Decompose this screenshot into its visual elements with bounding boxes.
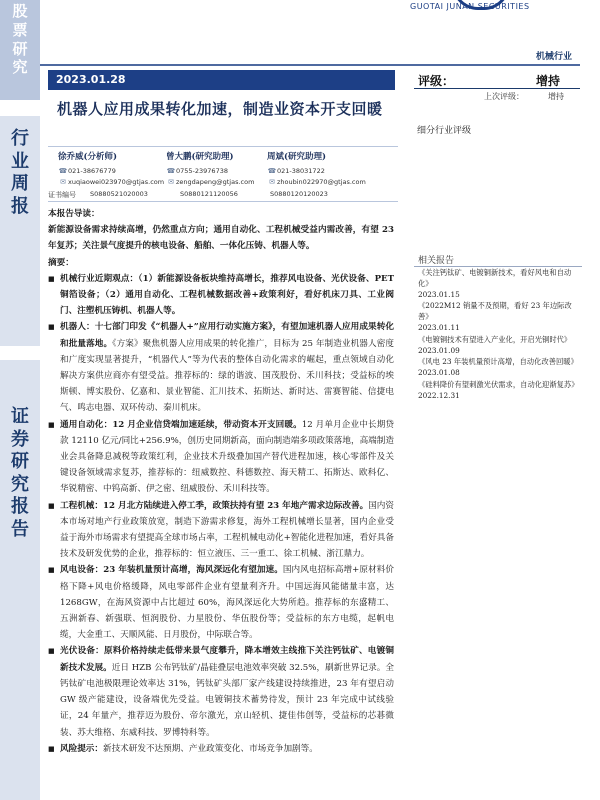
related-report-item[interactable] (418, 301, 582, 333)
analyst-phone: 0755-23976738 (176, 167, 228, 175)
analyst-name: 徐乔威(分析师) (58, 152, 118, 162)
item-text: 12 月单月企业中长期贷款 12110 亿元/同比+256.9%，创历史同期新高，面向制造端多项政策落地，高端制造业会具备降息减税等政策红利，企业技术升级叠加国产替代进程加速，核心零部件及关键设备领域需求复苏，推荐标的：纽威数控、科德数控、海天精工、拓斯达、欧科亿、华锐精密、中钨高新、伊之密、纽威股份、禾川科技等。 (60, 419, 395, 495)
analyst-email[interactable]: zhoubin022970@gtjas.com (277, 178, 366, 186)
item-heading: 风电设备：23 年装机量预计高增，海风深远化有望加速。 (60, 565, 283, 576)
item-heading: 工程机械：12 月北方陆续进入停工季，政策扶持有望 23 年地产需求边际改善。 (60, 500, 369, 511)
analyst-divider-top (48, 146, 398, 147)
analyst-divider-bottom (48, 201, 398, 202)
certificate-label: 证书编号 (48, 191, 76, 199)
related-report-item[interactable] (418, 268, 582, 300)
item-heading: 风险提示： (60, 743, 103, 754)
abstract-item (48, 271, 394, 320)
email-icon: ✉ (168, 178, 174, 186)
item-heading: 机器人：十七部门印发《“机器人+”应用行动实施方案》，有望加速机器人应用成果转化和批量落地。 (60, 322, 394, 349)
analyst-phone: 021-38031722 (277, 167, 325, 175)
item-text: 国内资本市场对地产行业政策放宽，制造下游需求修复，海外工程机械增长显著，国内企业受益于海外市场需求有望提高全球市场占率，工程机械电动化+智能化进程加速，看好具备技术及研发优势的企业，推荐标的：恒立液压、三一重工、徐工机械、浙江鼎力。 (60, 500, 394, 560)
analyst-email[interactable]: xuqiaowei023970@gtjas.com (68, 178, 165, 186)
abstract-item (48, 498, 394, 563)
related-report-title[interactable]: 《关注钙钛矿、电镀铜新技术，看好风电和自动化》 (418, 268, 572, 288)
analyst-card (267, 150, 387, 188)
rating-label: 评级： (418, 74, 455, 88)
item-heading: 通用自动化：12 月企业信贷端加速延续，带动资本开支回暖。 (60, 419, 302, 430)
email-icon: ✉ (60, 178, 66, 186)
item-text: 国内风电招标高增+原材料价格下降+风电价格缓降，风电零部件企业有望量利齐升。中国远海风能储量丰富，达 1268GW，在海风资源中占比超过 60%，海风深远化大势所趋。推荐标的东盛精工、五洲新春、新强联、恒润股份、力星股份、华伍股份等；受益标的东方电缆，起帆电缆，大金重工、天顺风能、日月股份，中际联合等。 (60, 565, 395, 641)
analyst-card (58, 150, 178, 188)
report-title: 机器人应用成果转化加速，制造业资本开支回暖 (57, 100, 383, 118)
analyst-name: 周斌(研究助理) (267, 152, 327, 162)
left-sidebar-strip (0, 0, 40, 800)
related-report-title[interactable]: 《2022M12 销量不及预期，看好 23 年边际改善》 (418, 301, 572, 322)
related-report-title[interactable]: 《风电 23 年装机量预计高增，自动化改善回暖》 (418, 357, 578, 367)
industry-label: 机械行业 (535, 52, 572, 62)
phone-icon: ☎ (166, 167, 176, 175)
related-report-item[interactable] (418, 380, 582, 402)
abstract-item (48, 417, 394, 498)
item-text: 新技术研发不达预期、产业政策变化、市场竞争加剧等。 (102, 743, 318, 754)
related-report-title[interactable]: 《电镀铜技术有望进入产业化，开启光铜时代》 (418, 334, 572, 344)
related-report-date: 2023.01.09 (418, 345, 460, 355)
analyst-email[interactable]: zengdapeng@gtjas.com (176, 178, 255, 186)
previous-rating-value: 增持 (548, 92, 564, 101)
item-heading: 机械行业近期观点：（1）新能源设备板块维持高增长，推荐风电设备、光伏设备、PET 铜箔设备；（2）通用自动化、工程机械数据改善+政策利好，看好机床刀具、工业阀门、注塑机压铸机、机器人等。 (60, 273, 394, 317)
item-heading: 光伏设备：原料价格持续走低带来景气度攀升，降本增效主线推下关注钙钛矿、电镀铜新技术发展。 (60, 646, 394, 673)
rating-value: 增持 (536, 74, 561, 88)
related-report-date: 2022.12.31 (418, 390, 460, 400)
sidebar-bottom-label: 证 券 研 究 报 告 (11, 406, 29, 540)
related-report-date: 2023.01.08 (418, 368, 460, 378)
phone-icon: ☎ (58, 167, 68, 175)
report-body (48, 206, 394, 757)
abstract-item (48, 562, 394, 643)
certificate-number: S0880120120023 (270, 190, 328, 198)
intro-heading: 本报告导读： (48, 209, 100, 219)
intro-text: 新能源设备需求持续高增，仍然重点方向；通用自动化、工程机械受益内需改善，有望 23 年复苏；关注景气度提升的核电设备、船舶、一体化压铸、机器人等。 (48, 225, 394, 252)
report-date: 2023.01.28 (48, 70, 395, 90)
analyst-name: 曾大鹏(研究助理) (166, 152, 234, 162)
related-reports-divider (414, 266, 582, 267)
related-reports-heading: 相关报告 (418, 256, 455, 266)
abstract-item (48, 741, 394, 757)
related-report-date: 2023.01.11 (418, 322, 460, 332)
related-report-date: 2023.01.15 (418, 289, 460, 299)
abstract-item (48, 319, 394, 416)
logo-text: GUOTAI JUNAN SECURITIES (410, 2, 530, 11)
item-text: 近日 HZB 公布钙钛矿/晶硅叠层电池效率突破 32.5%，刷新世界记录。全钙钛矿电池极限理论效率达 31%，钙钛矿头部厂家产线建设持续推进，23 年有望启动 GW 级产能建设，设备端优先受益。电镀铜技术蓄势待发，预计 23 年完成中试线验证，24 年量产，推荐迈为股份、帝尔激光，京山轻机、捷佳伟创等，受益标的芯碁微装、苏大维格、东威科技、罗博特科等。 (60, 662, 394, 738)
analyst-phone: 021-38676779 (68, 167, 116, 175)
previous-rating-label: 上次评级： (484, 92, 524, 101)
abstract-heading: 摘要： (48, 257, 74, 268)
sub-industry-rating: 细分行业评级 (417, 126, 472, 136)
sidebar-mid-label: 行 业 周 报 (11, 128, 29, 217)
phone-icon: ☎ (267, 167, 277, 175)
certificate-number: S0880121120056 (180, 190, 238, 198)
sidebar-top-label: 股 票 研 究 (12, 2, 28, 77)
item-text: 《方案》聚焦机器人应用成果的转化推广，目标为 25 年制造业机器人密度和广度实现显著提升，“机器代人”等为代表的整体自动化需求的崛起，重点领域自动化解决方案供应商亦有望受益。推荐标的：绿的谐波、国茂股份、禾川科技；受益标的埃斯顿、博实股份、亿嘉和、景业智能、汇川技术、拓斯达、新时达、雷赛智能、信捷电气、鸣志电器、双环传动、秦川机床。 (60, 338, 394, 414)
abstract-list (48, 271, 394, 757)
related-report-item[interactable] (418, 335, 582, 357)
header-divider (40, 64, 580, 66)
related-report-title[interactable]: 《硅料降价有望刺激光伏需求，自动化迎渐复苏》 (418, 379, 579, 389)
rating-divider (414, 88, 580, 89)
related-reports-list (418, 268, 582, 403)
email-icon: ✉ (269, 178, 275, 186)
related-report-item[interactable] (418, 357, 582, 379)
certificate-number: S0880521020003 (90, 190, 148, 198)
abstract-item (48, 643, 394, 740)
